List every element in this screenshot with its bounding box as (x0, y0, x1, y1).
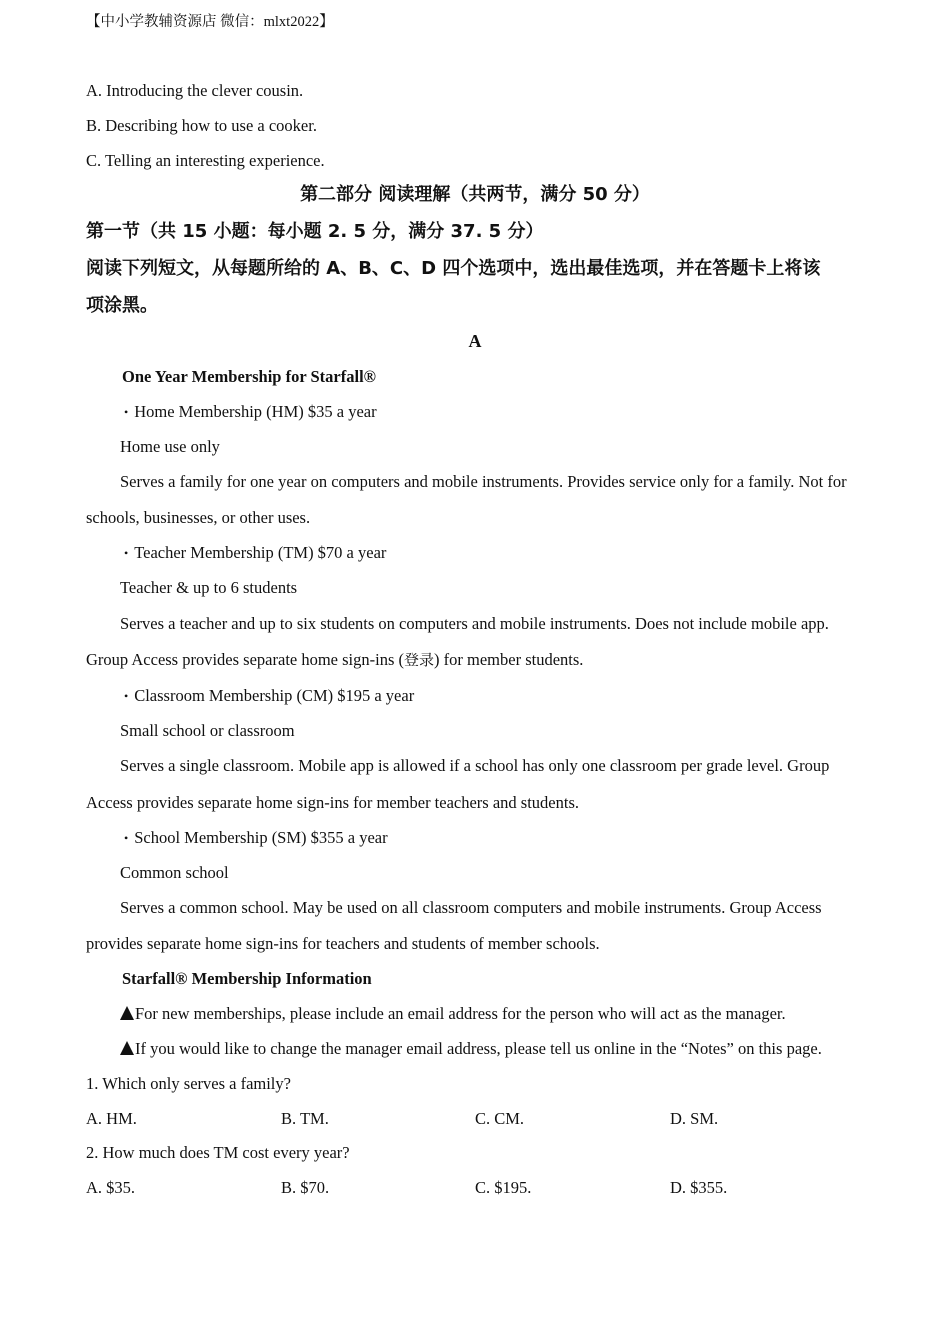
membership-sm-subtitle: Common school (120, 863, 229, 882)
previous-option-a: A. Introducing the clever cousin. (86, 81, 304, 100)
bullet-icon: • (124, 405, 129, 419)
triangle-icon (120, 1041, 134, 1055)
membership-cm-name: • Classroom Membership (CM) $195 a year (124, 686, 415, 705)
question-2-stem: 2. How much does TM cost every year? (86, 1143, 350, 1162)
page-header: 【中小学教辅资源店 微信：mlxt2022】 (86, 14, 334, 30)
previous-option-c: C. Telling an interesting experience. (86, 151, 325, 170)
question-2-option-c: C. $195. (475, 1178, 532, 1197)
bullet-icon: • (124, 546, 129, 560)
membership-sm-name: • School Membership (SM) $355 a year (124, 828, 388, 847)
membership-tm-desc-line-1: Serves a teacher and up to six students on computers and mobile instruments. Does not include mobile app. (120, 614, 829, 633)
bullet-icon: • (124, 689, 129, 703)
question-1-option-c: C. CM. (475, 1109, 525, 1128)
question-2-option-d: D. $355. (670, 1178, 728, 1197)
membership-tm-name: • Teacher Membership (TM) $70 a year (124, 543, 387, 562)
membership-hm-desc-line-1: Serves a family for one year on computers and mobile instruments. Provides service only for a family. Not for (120, 472, 847, 491)
membership-tm-subtitle: Teacher & up to 6 students (120, 578, 298, 597)
instruction-line-1: 阅读下列短文，从每题所给的 A、B、C、D 四个选项中，选出最佳选项，并在答题卡上将该 (86, 258, 821, 279)
membership-cm-subtitle: Small school or classroom (120, 721, 295, 740)
bullet-icon: • (124, 831, 129, 845)
membership-sm-desc-line-1: Serves a common school. May be used on all classroom computers and mobile instruments. Group Access (120, 898, 822, 917)
section-title: 第一节（共 15 小题：每小题 2. 5 分，满分 37. 5 分） (86, 221, 544, 242)
triangle-icon (120, 1006, 134, 1020)
info-title: Starfall® Membership Information (122, 969, 372, 988)
passage-label: A (468, 331, 482, 351)
membership-hm-subtitle: Home use only (120, 437, 220, 456)
question-1-option-a: A. HM. (86, 1109, 137, 1128)
previous-option-b: B. Describing how to use a cooker. (86, 116, 317, 135)
membership-hm-name: • Home Membership (HM) $35 a year (124, 402, 377, 421)
question-1-option-b: B. TM. (281, 1109, 329, 1128)
membership-cm-desc-line-1: Serves a single classroom. Mobile app is allowed if a school has only one classroom per grade level. Group (120, 756, 830, 775)
info-note-1: For new memberships, please include an email address for the person who will act as the manager. (120, 1004, 786, 1024)
part-title: 第二部分 阅读理解（共两节，满分 50 分） (300, 184, 650, 205)
instruction-line-2: 项涂黑。 (86, 295, 158, 316)
question-2-option-a: A. $35. (86, 1178, 136, 1197)
question-2-option-b: B. $70. (281, 1178, 330, 1197)
question-1-stem: 1. Which only serves a family? (86, 1074, 291, 1093)
membership-hm-desc-line-2: schools, businesses, or other uses. (86, 508, 311, 527)
info-note-2: If you would like to change the manager email address, please tell us online in the “Notes” on this page. (120, 1039, 822, 1059)
membership-sm-desc-line-2: provides separate home sign-ins for teachers and students of member schools. (86, 934, 600, 953)
question-1-option-d: D. SM. (670, 1109, 719, 1128)
membership-cm-desc-line-2: Access provides separate home sign-ins for member teachers and students. (86, 793, 580, 812)
passage-title: One Year Membership for Starfall® (122, 367, 376, 386)
membership-tm-desc-line-2: Group Access provides separate home sign-ins (登录) for member students. (86, 650, 584, 669)
